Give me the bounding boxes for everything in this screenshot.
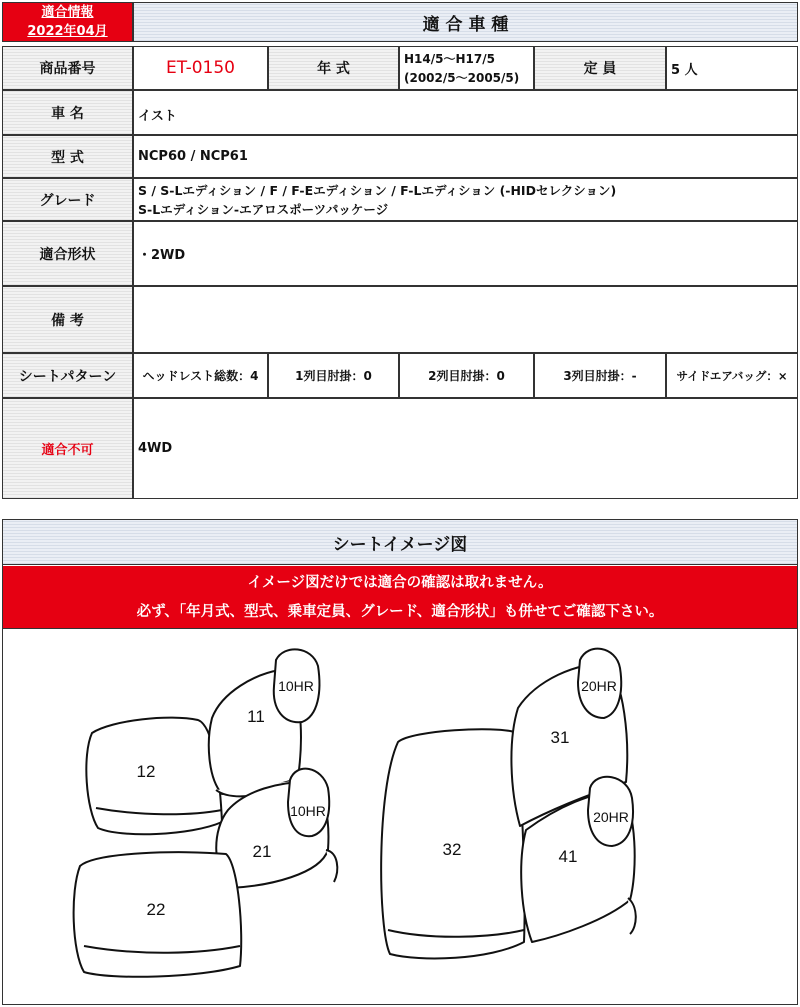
model-type-value: NCP60 / NCP61 bbox=[133, 135, 798, 178]
warning-line-1: イメージ図だけでは適合の確認は取れません。 bbox=[247, 575, 553, 591]
model-type-label: 型 式 bbox=[2, 135, 133, 178]
row1-armrest: 1列目肘掛：0 bbox=[268, 353, 399, 398]
label-31: 31 bbox=[550, 728, 570, 747]
label-20hr-upper: 20HR bbox=[581, 678, 617, 694]
product-no-label: 商品番号 bbox=[2, 46, 133, 90]
label-21: 21 bbox=[252, 842, 272, 861]
seat-pattern-label: シートパターン bbox=[2, 353, 133, 398]
capacity-label: 定 員 bbox=[534, 46, 666, 90]
car-name-label: 車 名 bbox=[2, 90, 133, 135]
car-name-value: イスト bbox=[133, 90, 798, 135]
image-section-title: シートイメージ図 bbox=[3, 520, 797, 565]
grade-label: グレード bbox=[2, 178, 133, 221]
year-type-label: 年 式 bbox=[268, 46, 399, 90]
product-no-value: ET-0150 bbox=[133, 46, 268, 90]
capacity-value: 5 人 bbox=[666, 46, 798, 90]
seat-diagram bbox=[0, 630, 800, 1007]
label-11: 11 bbox=[247, 707, 265, 726]
seat-21-side bbox=[326, 850, 337, 882]
side-airbag: サイドエアバッグ：× bbox=[666, 353, 798, 398]
row3-armrest: 3列目肘掛：- bbox=[534, 353, 666, 398]
label-22: 22 bbox=[146, 900, 166, 919]
warning-banner bbox=[3, 566, 797, 629]
label-32: 32 bbox=[442, 840, 462, 859]
not-fit-value: 4WD bbox=[133, 398, 798, 499]
info-badge-date: 2022年04月 bbox=[27, 24, 108, 39]
label-12: 12 bbox=[136, 762, 156, 781]
grade-value bbox=[133, 178, 798, 221]
fit-shape-value: ・2WD bbox=[133, 221, 798, 286]
grade-line-1: S / S-Lエディション / F / F-Eエディション / F-Lエディション (-HIDセレクション) bbox=[138, 183, 617, 198]
not-fit-label: 適合不可 bbox=[2, 398, 133, 499]
row2-armrest: 2列目肘掛：0 bbox=[399, 353, 534, 398]
label-10hr-front: 10HR bbox=[278, 678, 314, 694]
label-10hr-rear: 10HR bbox=[290, 803, 326, 819]
info-badge bbox=[2, 2, 133, 42]
remarks-label: 備 考 bbox=[2, 286, 133, 353]
year-type-value bbox=[399, 46, 534, 90]
info-badge-title: 適合情報 bbox=[41, 5, 94, 20]
label-41: 41 bbox=[558, 847, 578, 866]
year-type-jp: H14/5～H17/5 bbox=[404, 52, 495, 66]
label-20hr-lower: 20HR bbox=[593, 809, 629, 825]
seat-41-side bbox=[628, 898, 636, 934]
year-type-ad: (2002/5～2005/5) bbox=[404, 71, 520, 85]
table-title: 適 合 車 種 bbox=[133, 2, 798, 42]
grade-line-2: S-Lエディション-エアロスポーツパッケージ bbox=[138, 202, 389, 217]
fit-shape-label: 適合形状 bbox=[2, 221, 133, 286]
remarks-value bbox=[133, 286, 798, 353]
headrest-count: ヘッドレスト総数：4 bbox=[133, 353, 268, 398]
warning-line-2: 必ず、「年月式、型式、乗車定員、グレード、適合形状」も併せてご確認下さい。 bbox=[136, 604, 664, 620]
